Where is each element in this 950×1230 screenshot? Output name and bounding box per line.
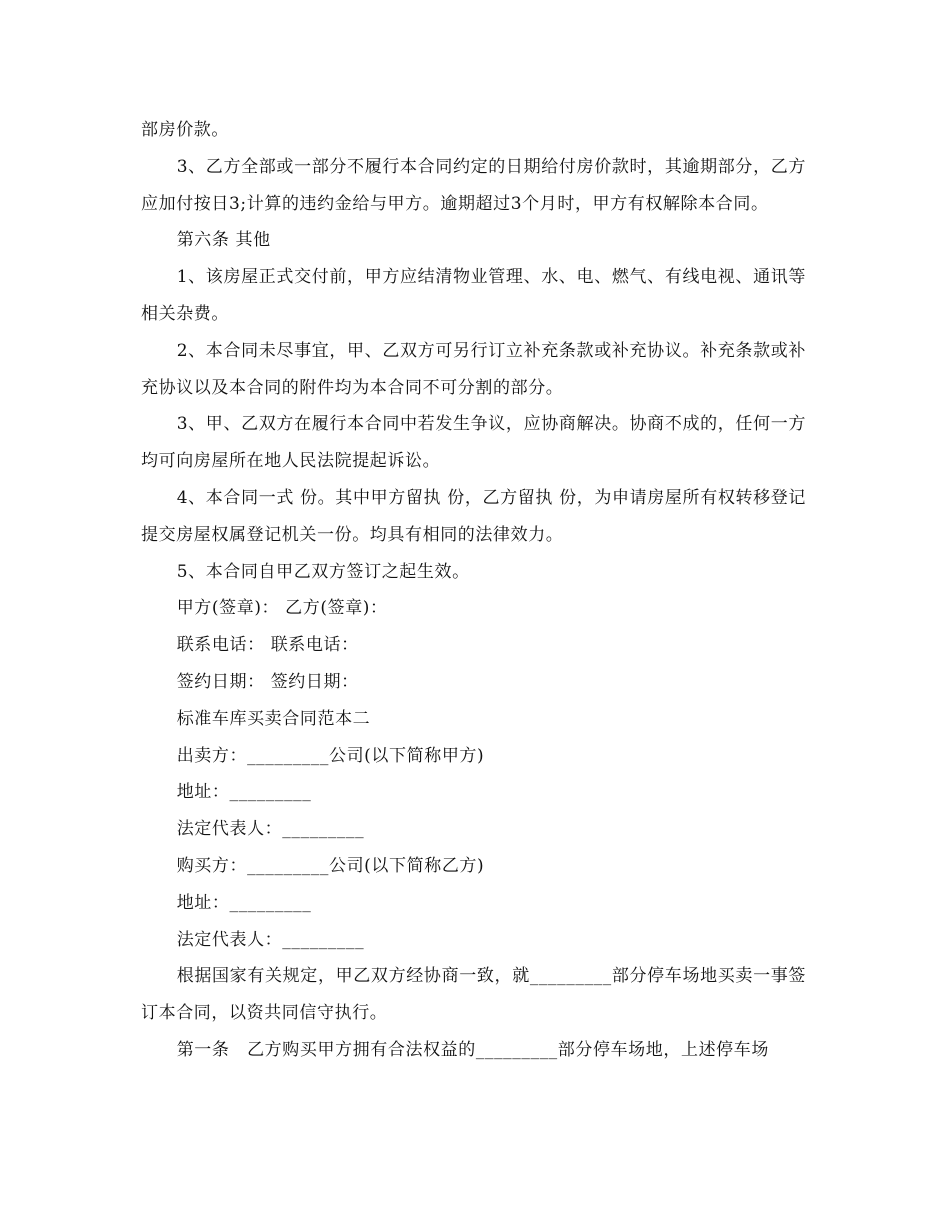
template-two-title: 标准车库买卖合同范本二 [176, 708, 371, 729]
paragraph-late-payment-penalty: 3、乙方全部或一部分不履行本合同约定的日期给付房价款时，其逾期部分，乙方应加付按日3;计算的违约金给与甲方。逾期超过3个月时，甲方有权解除本合同。 [141, 156, 806, 214]
paragraph-settle-fees: 1、该房屋正式交付前，甲方应结清物业管理、水、电、燃气、有线电视、通讯等相关杂费。 [141, 267, 806, 324]
seller-address-line: 地址：_________ [176, 782, 312, 803]
paragraph-supplementary-terms: 2、本合同未尽事宜，甲、乙双方可另行订立补充条款或补充协议。补充条款或补充协议以及本合同的附件均为本合同不可分割的部分。 [141, 340, 806, 398]
buyer-legal-rep-line: 法定代表人：_________ [176, 929, 365, 950]
signature-line: 甲方(签章)： 乙方(签章)： [176, 598, 388, 619]
paragraph-preamble: 根据国家有关规定，甲乙双方经协商一致，就_________部分停车场地买卖一事签订本合同，以资共同信守执行。 [141, 966, 806, 1024]
paragraph-dispute-resolution: 3、甲、乙双方在履行本合同中若发生争议，应协商解决。协商不成的，任何一方均可向房屋所在地人民法院提起诉讼。 [141, 414, 806, 472]
seller-line: 出卖方：_________公司(以下简称甲方) [176, 745, 485, 766]
paragraph-copies: 4、本合同一式 份。其中甲方留执 份，乙方留执 份，为申请房屋所有权转移登记提交房屋权属登记机关一份。均具有相同的法律效力。 [141, 487, 806, 545]
paragraph-effective: 5、本合同自甲乙双方签订之起生效。 [176, 561, 470, 582]
phone-line: 联系电话： 联系电话： [176, 635, 359, 656]
buyer-address-line: 地址：_________ [176, 892, 312, 913]
seller-legal-rep-line: 法定代表人：_________ [176, 819, 365, 840]
section-heading-article-six: 第六条 其他 [176, 230, 271, 251]
paragraph-house-price-end: 部房价款。 [141, 120, 229, 140]
sign-date-line: 签约日期： 签约日期： [176, 671, 359, 692]
document-body [141, 112, 806, 1069]
buyer-line: 购买方：_________公司(以下简称乙方) [176, 855, 485, 876]
paragraph-article-one: 第一条 乙方购买甲方拥有合法权益的_________部分停车场地，上述停车场 [176, 1039, 769, 1060]
